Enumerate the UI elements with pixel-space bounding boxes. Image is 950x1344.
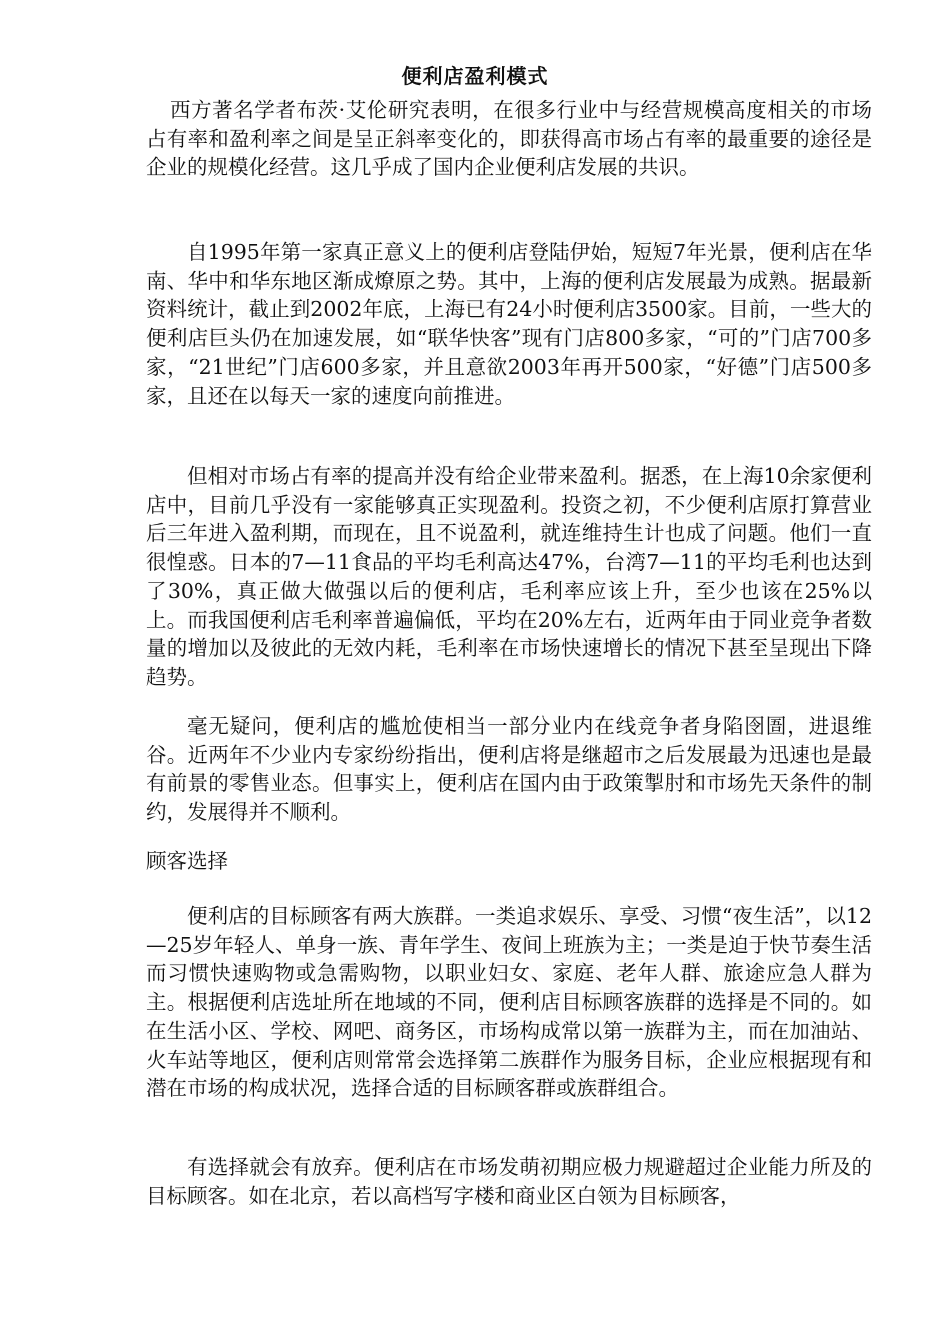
paragraph-expansion: 自1995年第一家真正意义上的便利店登陆伊始，短短7年光景，便利店在华南、华中和华东地区渐成燎原之势。其中，上海的便利店发展最为成熟。据最新资料统计，截止到2002年底，上海已有24小时便利店3500家。目前，一些大的便利店巨头仍在加速发展，如“联华快客”现有门店800多家，“可的”门店700多家，“21世纪”门店600多家，并且意欲2003年再开500家，“好德”门店500多家，且还在以每天一家的速度向前推进。	[146, 240, 872, 408]
section-heading: 顾客选择	[146, 849, 228, 873]
paragraph-profitability: 但相对市场占有率的提高并没有给企业带来盈利。据悉，在上海10余家便利店中，目前几乎没有一家能够真正实现盈利。投资之初，不少便利店原打算营业后三年进入盈利期，而现在，且不说盈利，就连维持生计也成了问题。他们一直很惶惑。日本的7—11食品的平均毛利高达47%，台湾7—11的平均毛利也达到了30%，真正做大做强以后的便利店，毛利率应该上升，至少也该在25%以上。而我国便利店毛利率普遍偏低，平均在20%左右，近两年由于同业竞争者数量的增加以及彼此的无效内耗，毛利率在市场快速增长的情况下甚至呈现出下降趋势。	[146, 464, 872, 689]
intro-paragraph: 西方著名学者布茨·艾伦研究表明，在很多行业中与经营规模高度相关的市场占有率和盈利率之间是呈正斜率变化的，即获得高市场占有率的最重要的途径是企业的规模化经营。这几乎成了国内企业便利店发展的共识。	[146, 98, 872, 180]
paragraph-selection: 有选择就会有放弃。便利店在市场发萌初期应极力规避超过企业能力所及的目标顾客。如在北京，若以高档写字楼和商业区白领为目标顾客，	[146, 1155, 872, 1208]
paragraph-target-customers: 便利店的目标顾客有两大族群。一类追求娱乐、享受、习惯“夜生活”，以12—25岁年轻人、单身一族、青年学生、夜间上班族为主；一类是迫于快节奏生活而习惯快速购物或急需购物，以职业妇女、家庭、老年人群、旅途应急人群为主。根据便利店选址所在地域的不同，便利店目标顾客族群的选择是不同的。如在生活小区、学校、网吧、商务区，市场构成常以第一族群为主，而在加油站、火车站等地区，便利店则常常会选择第二族群作为服务目标，企业应根据现有和潜在市场的构成状况，选择合适的目标顾客群或族群组合。	[146, 904, 872, 1101]
paragraph-dilemma: 毫无疑问，便利店的尴尬使相当一部分业内在线竞争者身陷囹圄，进退维谷。近两年不少业内专家纷纷指出，便利店将是继超市之后发展最为迅速也是最有前景的零售业态。但事实上，便利店在国内由于政策掣肘和市场先天条件的制约，发展得并不顺利。	[146, 714, 872, 825]
document-title: 便利店盈利模式	[401, 64, 549, 89]
